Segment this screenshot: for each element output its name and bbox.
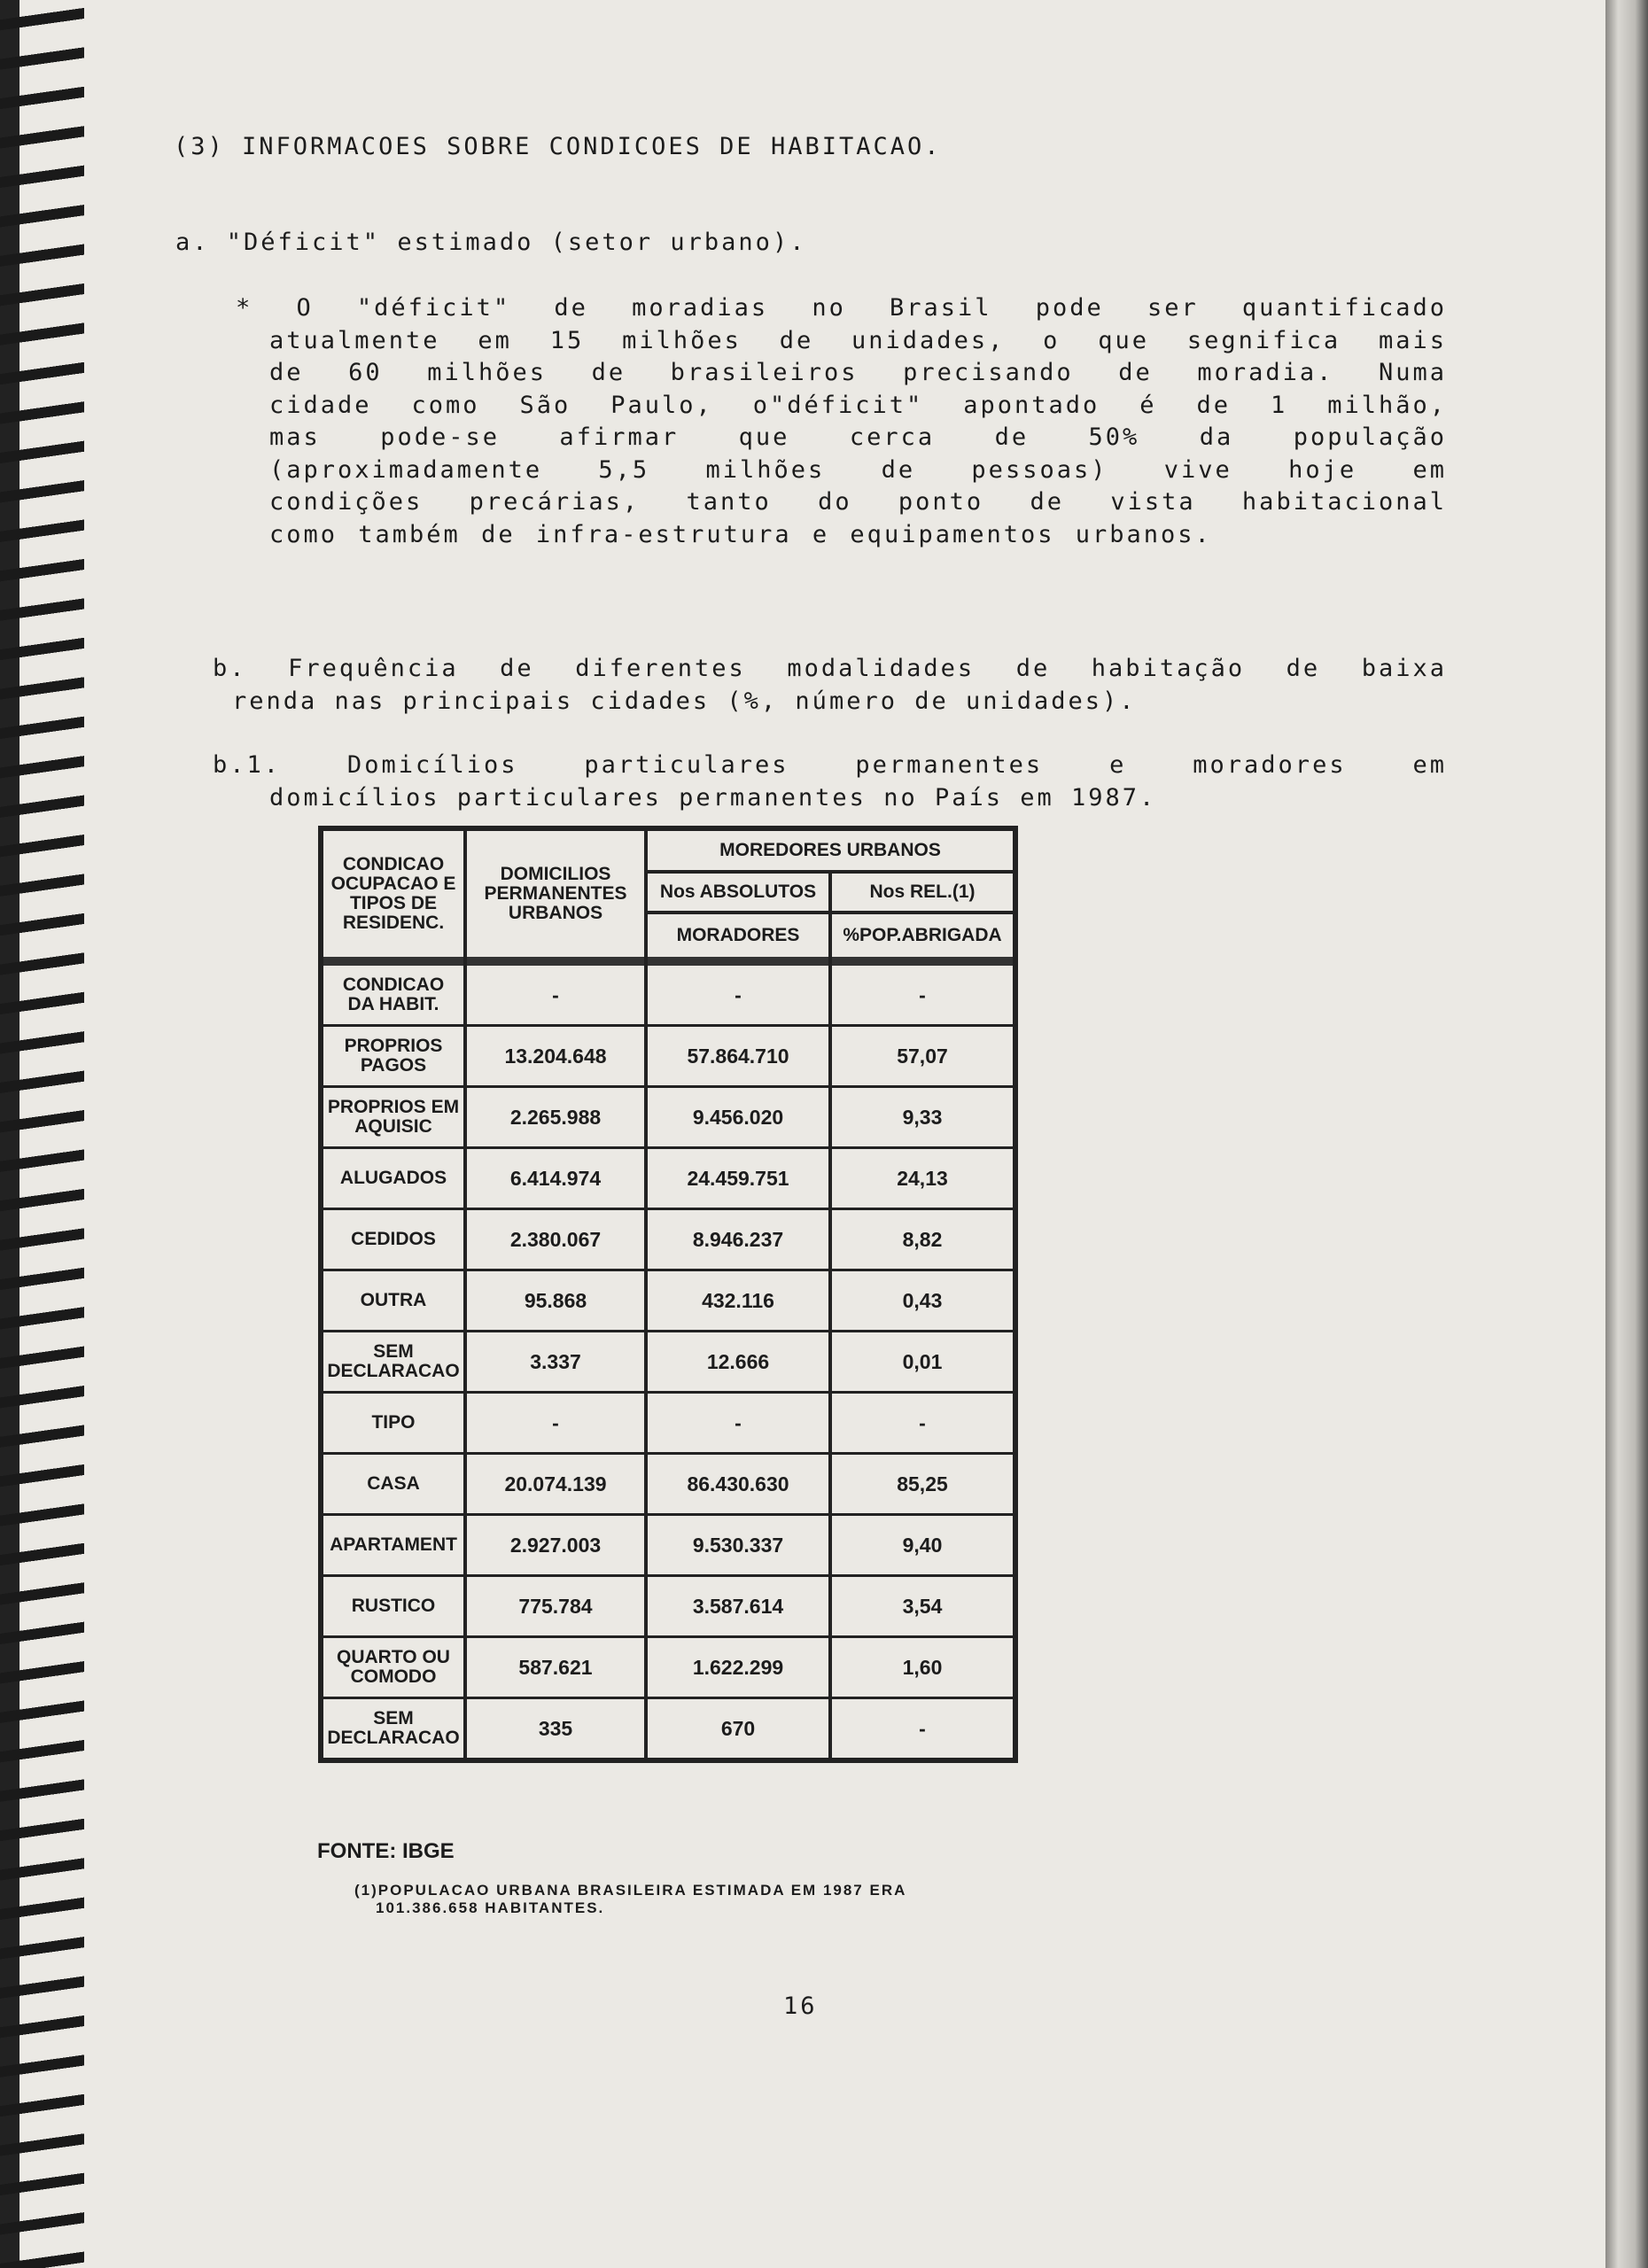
moradores-cell: 86.430.630 — [646, 1454, 830, 1515]
para-line: de 60 milhões de brasileiros precisando de moradia. Numa — [269, 359, 1447, 386]
moradores-cell: - — [646, 1393, 830, 1454]
housing-table — [318, 826, 1018, 1763]
moradores-cell: 1.622.299 — [646, 1637, 830, 1698]
header-moradores: MORADORES — [646, 913, 830, 957]
percent-cell: 3,54 — [830, 1576, 1015, 1637]
domicilios-cell: 3.337 — [465, 1332, 646, 1393]
percent-cell: 8,82 — [830, 1209, 1015, 1270]
domicilios-cell: 775.784 — [465, 1576, 646, 1637]
table-row — [321, 1515, 1015, 1576]
header-domicilios: DOMICILIOS PERMANENTES URBANOS — [465, 828, 646, 957]
page-number: 16 — [783, 1992, 818, 2020]
percent-cell: 24,13 — [830, 1148, 1015, 1209]
table-row — [321, 1393, 1015, 1454]
table-row — [321, 1332, 1015, 1393]
para-line: b.1. Domicílios particulares permanentes e moradores em — [213, 751, 1447, 779]
table-row — [321, 1698, 1015, 1761]
percent-cell: - — [830, 966, 1015, 1026]
moradores-cell: 8.946.237 — [646, 1209, 830, 1270]
table-row — [321, 1026, 1015, 1087]
domicilios-cell: 6.414.974 — [465, 1148, 646, 1209]
domicilios-cell: 13.204.648 — [465, 1026, 646, 1087]
table-row — [321, 1148, 1015, 1209]
footnote-line: (1)POPULACAO URBANA BRASILEIRA ESTIMADA EM 1987 ERA — [354, 1882, 907, 1899]
para-line: b. Frequência de diferentes modalidades de habitação de baixa — [213, 655, 1447, 682]
row-label: CASA — [321, 1454, 465, 1515]
spiral-binding — [0, 0, 84, 2268]
footnote-line: 101.386.658 HABITANTES. — [376, 1899, 605, 1916]
para-line: * O "déficit" de moradias no Brasil pode ser quantificado — [236, 294, 1447, 322]
percent-cell: 1,60 — [830, 1637, 1015, 1698]
table-row — [321, 1454, 1015, 1515]
section-heading: (3) INFORMACOES SOBRE CONDICOES DE HABITACAO. — [174, 133, 942, 160]
domicilios-cell: 2.265.988 — [465, 1087, 646, 1148]
percent-cell: 0,43 — [830, 1270, 1015, 1332]
table-row — [321, 966, 1015, 1026]
moradores-cell: 12.666 — [646, 1332, 830, 1393]
header-moradores-group: MOREDORES URBANOS — [646, 828, 1015, 872]
percent-cell: 0,01 — [830, 1332, 1015, 1393]
row-label: SEM DECLARACAO — [321, 1698, 465, 1761]
para-line: cidade como São Paulo, o"déficit" apontado é de 1 milhão, — [269, 391, 1447, 419]
table-row — [321, 1576, 1015, 1637]
section-b1-paragraph — [213, 750, 1447, 814]
table-row — [321, 1637, 1015, 1698]
header-relativos: Nos REL.(1) — [830, 872, 1015, 913]
moradores-cell: 24.459.751 — [646, 1148, 830, 1209]
domicilios-cell: 20.074.139 — [465, 1454, 646, 1515]
domicilios-cell: 2.380.067 — [465, 1209, 646, 1270]
row-label: ALUGADOS — [321, 1148, 465, 1209]
percent-cell: 9,33 — [830, 1087, 1015, 1148]
percent-cell: 9,40 — [830, 1515, 1015, 1576]
domicilios-cell: - — [465, 1393, 646, 1454]
para-line: mas pode-se afirmar que cerca de 50% da população — [269, 423, 1447, 451]
table-row — [321, 1270, 1015, 1332]
row-label: TIPO — [321, 1393, 465, 1454]
section-b-paragraph — [213, 653, 1447, 718]
row-label: QUARTO OU COMODO — [321, 1637, 465, 1698]
row-label: PROPRIOS EM AQUISIC — [321, 1087, 465, 1148]
row-label: OUTRA — [321, 1270, 465, 1332]
source-note: FONTE: IBGE — [317, 1839, 455, 1863]
moradores-cell: 9.530.337 — [646, 1515, 830, 1576]
percent-cell: 57,07 — [830, 1026, 1015, 1087]
percent-cell: - — [830, 1393, 1015, 1454]
table-row — [321, 1087, 1015, 1148]
header-condicao: CONDICAO OCUPACAO E TIPOS DE RESIDENC. — [330, 854, 456, 933]
table-row — [321, 1209, 1015, 1270]
para-line: (aproximadamente 5,5 milhões de pessoas) vive hoje em — [269, 455, 1447, 484]
domicilios-cell: 2.927.003 — [465, 1515, 646, 1576]
row-label: CEDIDOS — [321, 1209, 465, 1270]
para-line: condições precárias, tanto do ponto de vista habitacional — [269, 488, 1447, 516]
moradores-cell: 9.456.020 — [646, 1087, 830, 1148]
percent-cell: - — [830, 1698, 1015, 1761]
domicilios-cell: 335 — [465, 1698, 646, 1761]
section-a-paragraph — [236, 292, 1447, 551]
moradores-cell: 3.587.614 — [646, 1576, 830, 1637]
moradores-cell: 432.116 — [646, 1270, 830, 1332]
section-a-title: a. "Déficit" estimado (setor urbano). — [175, 229, 807, 256]
para-line: renda nas principais cidades (%, número de unidades). — [232, 687, 1137, 715]
moradores-cell: 57.864.710 — [646, 1026, 830, 1087]
page-edge — [1605, 0, 1648, 2268]
footnote — [354, 1882, 906, 1917]
row-label: PROPRIOS PAGOS — [321, 1026, 465, 1087]
header-absolutos: Nos ABSOLUTOS — [646, 872, 830, 913]
domicilios-cell: 95.868 — [465, 1270, 646, 1332]
para-line: atualmente em 15 milhões de unidades, o que segnifica mais — [269, 326, 1447, 354]
row-label: CONDICAO DA HABIT. — [321, 966, 465, 1026]
header-pop-abrigada: %POP.ABRIGADA — [830, 913, 1015, 957]
moradores-cell: 670 — [646, 1698, 830, 1761]
para-line: domicílios particulares permanentes no País em 1987. — [269, 783, 1157, 812]
domicilios-cell: - — [465, 966, 646, 1026]
moradores-cell: - — [646, 966, 830, 1026]
percent-cell: 85,25 — [830, 1454, 1015, 1515]
para-line: como também de infra-estrutura e equipamentos urbanos. — [269, 520, 1212, 548]
row-label: APARTAMENT — [321, 1515, 465, 1576]
domicilios-cell: 587.621 — [465, 1637, 646, 1698]
row-label: SEM DECLARACAO — [321, 1332, 465, 1393]
row-label: RUSTICO — [321, 1576, 465, 1637]
